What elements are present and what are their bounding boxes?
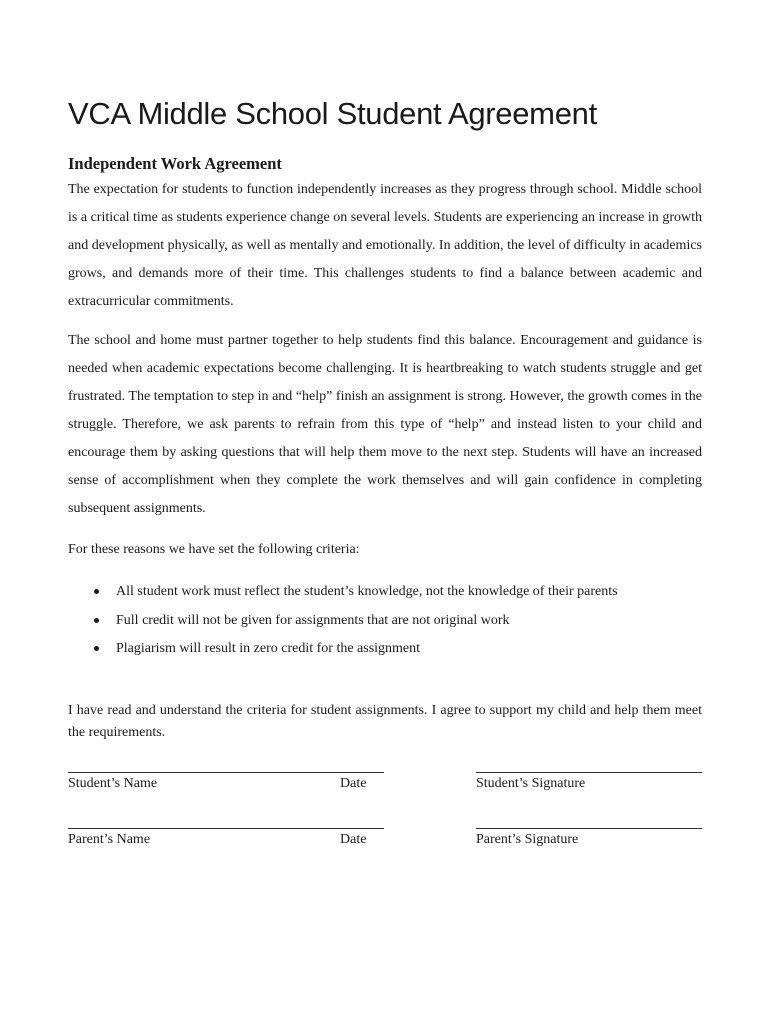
parent-signature-line[interactable] xyxy=(476,828,702,829)
bullet-icon xyxy=(94,589,99,594)
document-title: VCA Middle School Student Agreement xyxy=(68,96,597,131)
paragraph-partnership: The school and home must partner together to help students find this balance. Encouragement and guidance is needed when academic expectations become challenging. It is heartbreaking to watch students struggle and get frustrated. The temptation to step in and “help” finish an assignment is strong. However, the growth comes in the struggle. Therefore, we ask parents to refrain from this type of “help” and instead listen to your child and encourage them by asking questions that will help them move to the next step. Students will have an increased sense of accomplishment when they complete the work themselves and will gain confidence in completing subsequent assignments. xyxy=(68,333,702,516)
bullet-icon xyxy=(94,618,99,623)
student-name-line[interactable] xyxy=(68,772,384,773)
parent-name-label: Parent’s Name xyxy=(68,832,151,847)
parent-name-line[interactable] xyxy=(68,828,384,829)
criteria-item: Plagiarism will result in zero credit for the assignment xyxy=(68,635,618,664)
student-signature-label: Student’s Signature xyxy=(476,776,586,791)
parent-signature-label: Parent’s Signature xyxy=(476,832,579,847)
student-name-label: Student’s Name xyxy=(68,776,158,791)
criteria-item: All student work must reflect the student’s knowledge, not the knowledge of their parents xyxy=(68,578,618,607)
paragraph-intro: The expectation for students to function independently increases as they progress through school. Middle school is a critical time as students experience change on several levels. Students are experiencing an increase in growth and development physically, as well as mentally and emotionally. In addition, the level of difficulty in academics grows, and demands more of their time. This challenges students to find a balance between academic and extracurricular commitments. xyxy=(68,182,702,309)
criteria-list xyxy=(68,578,618,664)
agreement-statement: I have read and understand the criteria for student assignments. I agree to support my child and help them meet the requirements. xyxy=(68,703,702,740)
student-signature-line[interactable] xyxy=(476,772,702,773)
section-heading: Independent Work Agreement xyxy=(68,154,282,173)
parent-date-label: Date xyxy=(340,832,367,847)
criteria-intro: For these reasons we have set the following criteria: xyxy=(68,542,360,557)
student-date-label: Date xyxy=(340,776,367,791)
criteria-item: Full credit will not be given for assignments that are not original work xyxy=(68,607,618,636)
bullet-icon xyxy=(94,646,99,651)
